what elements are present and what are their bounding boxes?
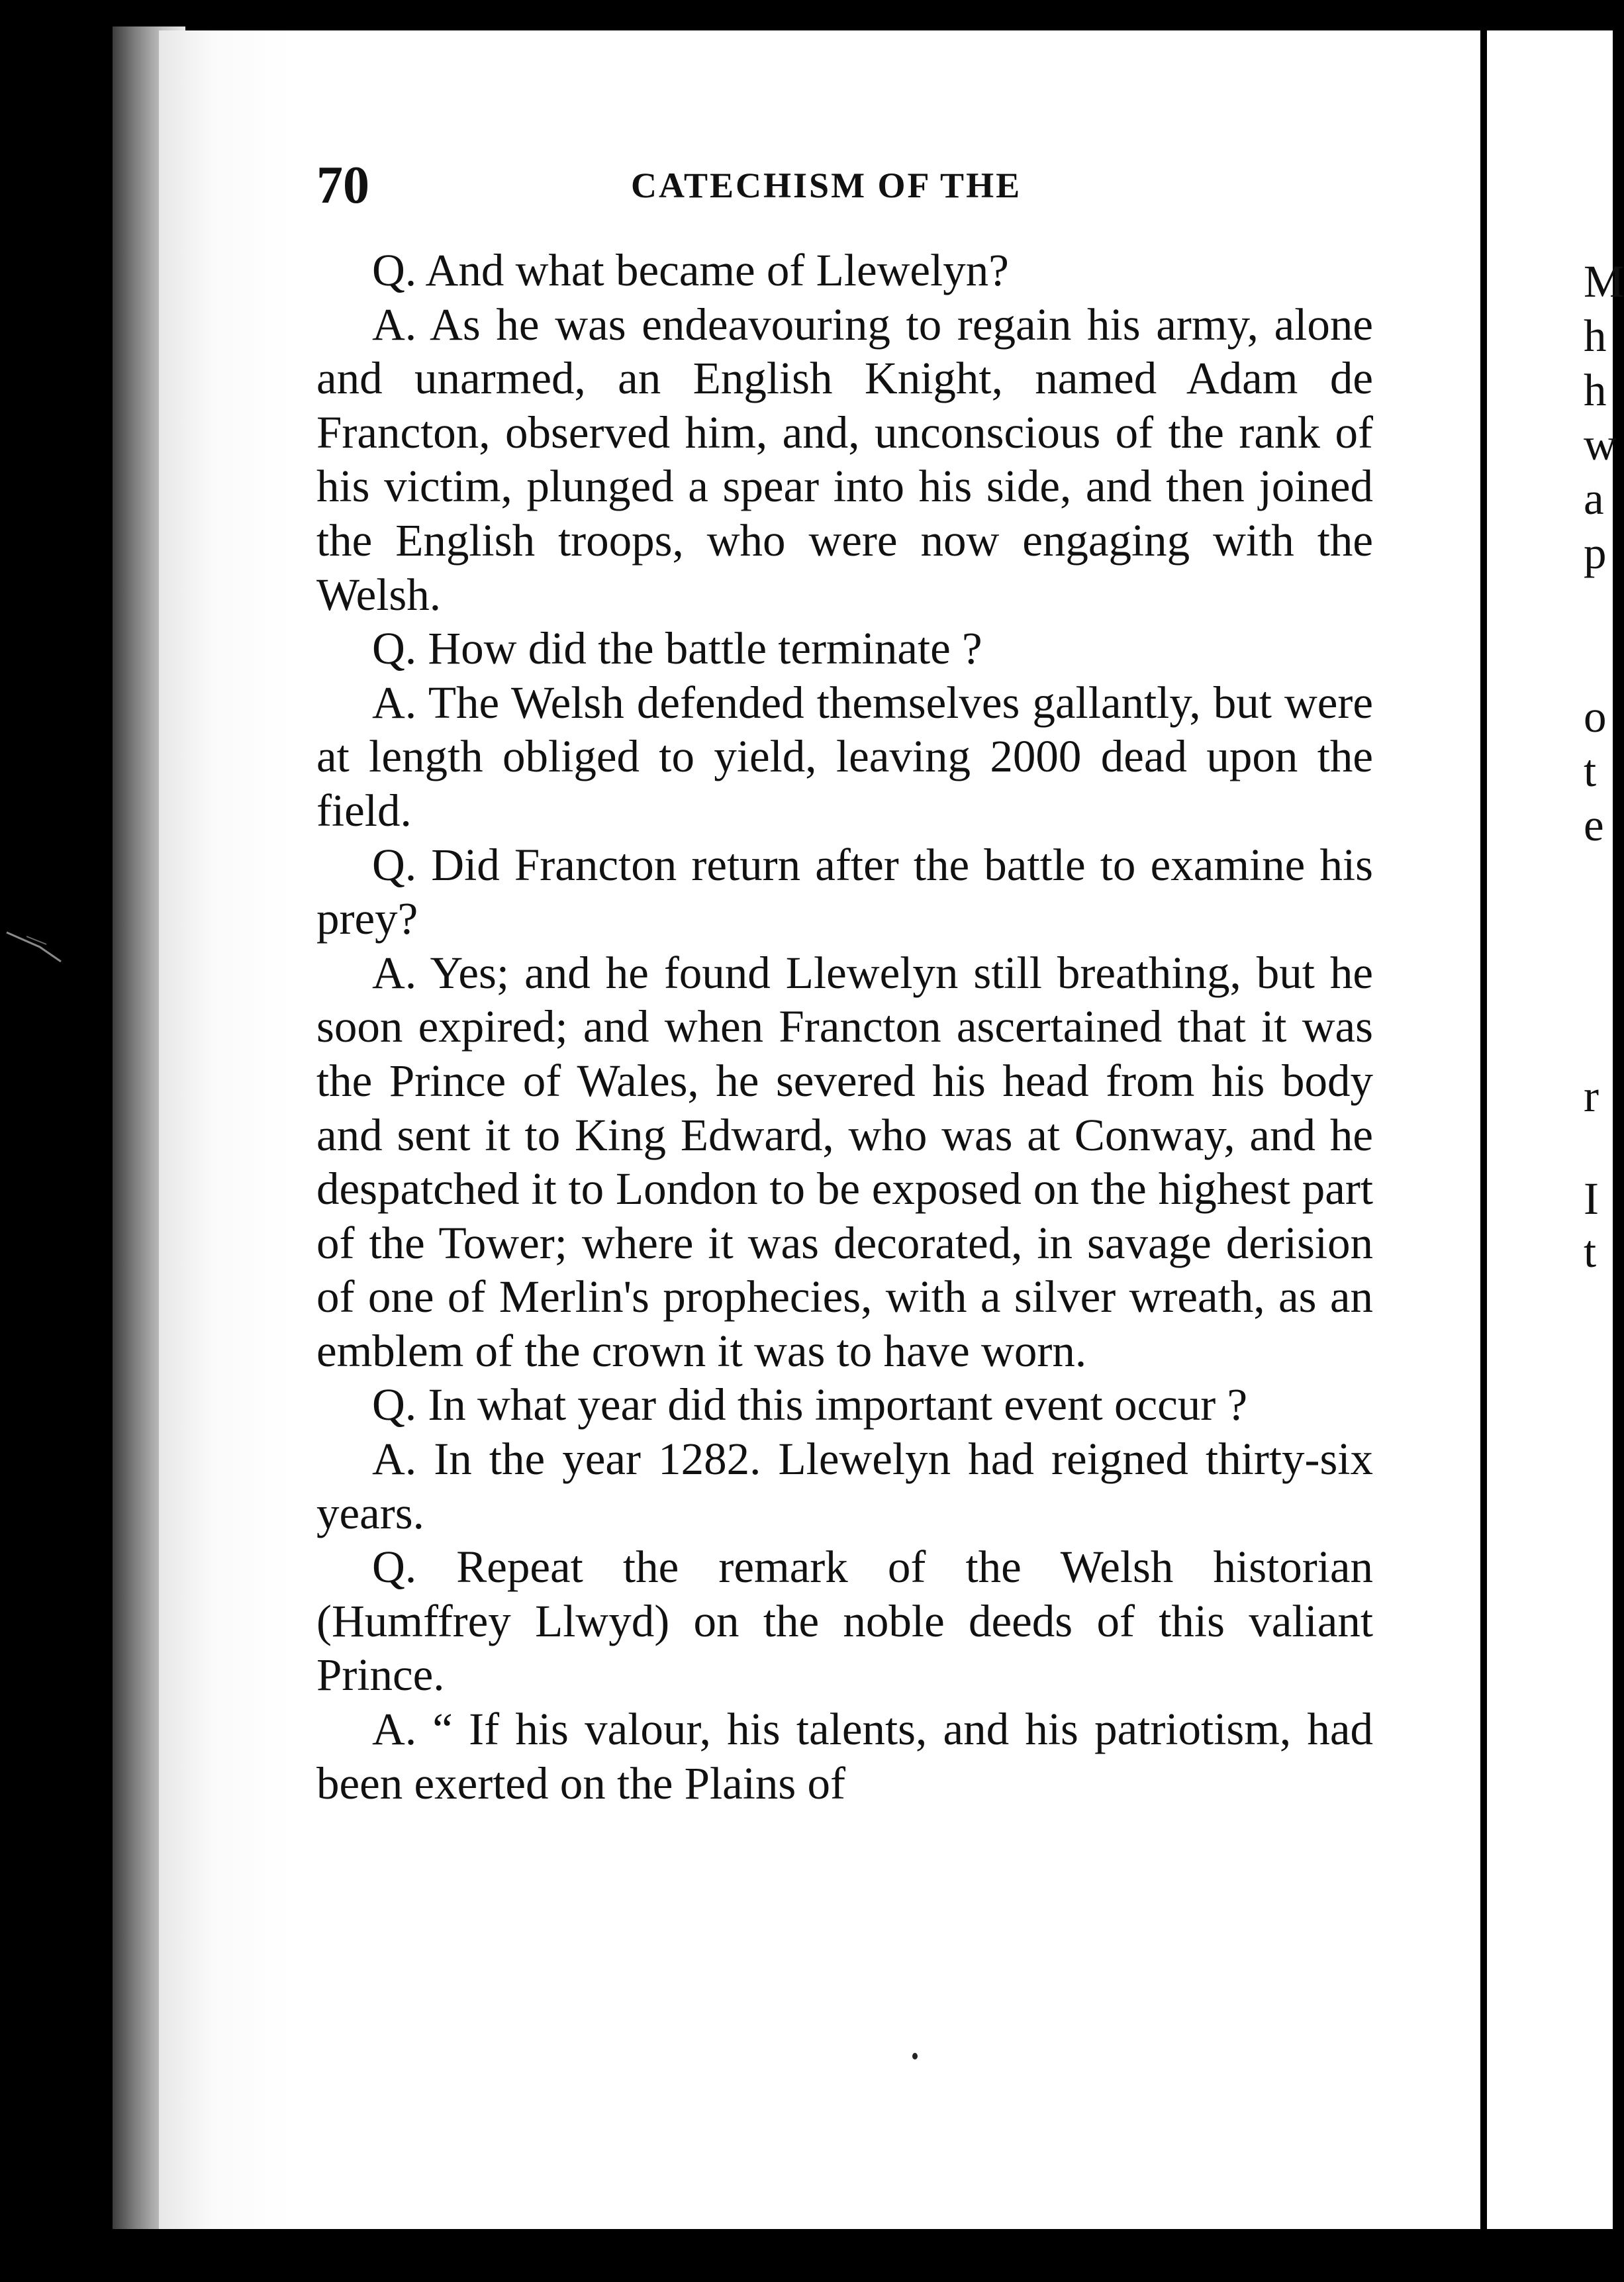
page-number: 70 — [316, 156, 369, 215]
facing-fragment: h — [1584, 311, 1607, 361]
facing-fragment: h — [1584, 365, 1607, 415]
paragraph: Q. How did the battle terminate ? — [372, 623, 982, 674]
paragraph: A. In the year 1282. Llewelyn had reigned thirty-six years. — [316, 1434, 1373, 1538]
paragraph: Q. And what became of Llewelyn? — [372, 245, 1009, 295]
facing-fragment: a — [1584, 473, 1604, 524]
scan-mark-icon — [0, 920, 79, 973]
page-gutter — [1480, 26, 1487, 2232]
scan-border — [0, 2229, 1613, 2282]
facing-fragment: p — [1584, 528, 1607, 578]
facing-fragment: w — [1584, 419, 1617, 470]
paragraph: A. As he was endeavouring to regain his army, alone and unarmed, an English Knight, named Adam de Francton, observed him, and, unconscious of the rank of his victim, plunged a spear into his side, and then joined the English troops, who were now engaging with the Welsh. — [316, 299, 1373, 620]
body-text — [316, 244, 1373, 1811]
facing-fragment: I — [1584, 1173, 1599, 1224]
facing-fragment: r — [1584, 1071, 1599, 1121]
facing-fragment: e — [1584, 800, 1604, 850]
facing-fragment: t — [1584, 1226, 1597, 1277]
paragraph: A. “ If his valour, his talents, and his patriotism, had been exerted on the Plains of — [316, 1704, 1373, 1809]
facing-fragment: o — [1584, 691, 1607, 742]
page-header — [316, 156, 1369, 215]
facing-fragment: M — [1584, 256, 1624, 307]
paragraph: Q. Repeat the remark of the Welsh historian (Humffrey Llwyd) on the noble deeds of this valiant Prince. — [316, 1542, 1373, 1701]
ink-speck — [912, 2053, 918, 2059]
paragraph: A. Yes; and he found Llewelyn still breathing, but he soon expired; and when Francton ascertained that it was the Prince of Wales, he severed his head from his body and sent it to King Edward, who was at Conway, and he despatched it to London to be exposed on the highest part of the Tower; where it was decorated, in savage derision of one of Merlin's prophecies, with a silver wreath, as an emblem of the crown it was to have worn. — [316, 947, 1373, 1376]
paragraph: A. The Welsh defended themselves gallantly, but were at length obliged to yield, leaving 2000 dead upon the field. — [316, 677, 1373, 836]
paragraph: Q. Did Francton return after the battle to examine his prey? — [316, 839, 1373, 944]
running-head: CATECHISM OF THE — [631, 166, 1022, 205]
facing-fragment: t — [1584, 746, 1597, 796]
paragraph: Q. In what year did this important event occur ? — [372, 1379, 1248, 1430]
